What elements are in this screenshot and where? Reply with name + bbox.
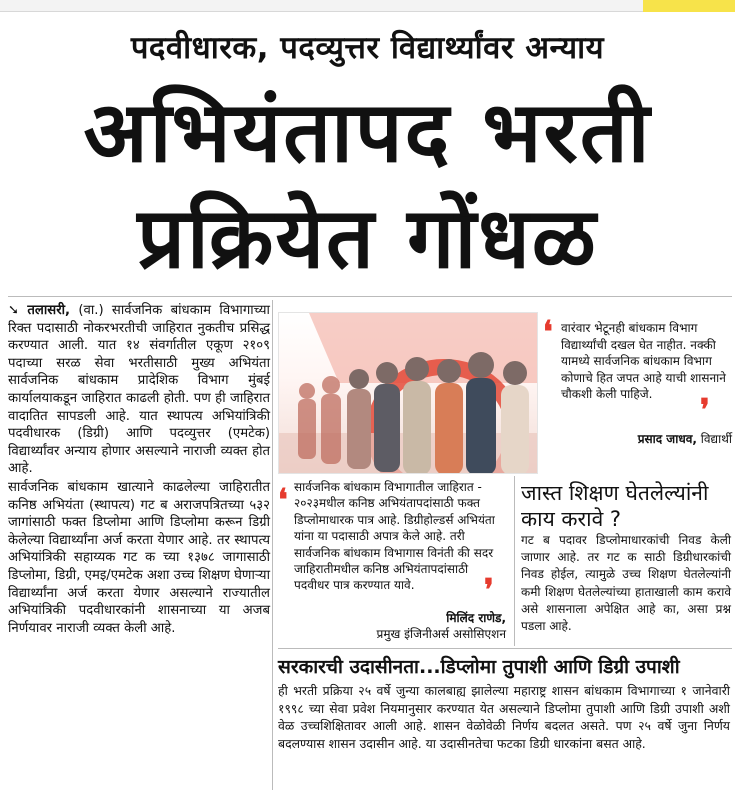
quote-association-name: मिलिंद राणेड, (446, 611, 506, 625)
headline-line-2: प्रक्रियेत गोंधळ (137, 189, 598, 287)
quote-student-name: प्रसाद जाधव, (637, 432, 697, 446)
quote-student (543, 315, 727, 403)
close-quote-icon: ❜ (700, 393, 710, 428)
headline-divider (8, 296, 732, 297)
lead-paragraph-1-text: (वा.) सार्वजनिक बांधकाम विभागाच्या रिक्त पदासाठी नोकरभरतीची जाहिरात नुकतीच प्रसिद्ध करण्यात आली. यात १४ संवर्गातील एकूण २१०९ पदाच्या सरळ सेवा भरतीसाठी मुख्य अभियंता सार्वजनिक बांधकाम प्रादेशिक विभाग मुंबई कार्यालयाकडून जाहिरात काढली होती. पण ही जाहिरात वादातित सापडली आहे. यात स्थापत्य अभियांत्रिकी पदवीधारक (डिग्री) आणि पदव्युत्तर (एमटेक) विद्यार्थ्यांवर अन्याय होणार असल्याने नाराजी व्यक्त होत आहे. (8, 303, 270, 477)
top-strip-accent (643, 0, 735, 12)
dateline: तलासरी, (27, 303, 71, 318)
lead-article (8, 302, 270, 637)
quote-association-text: सार्वजनिक बांधकाम विभागातील जाहिरात - २०२३मधील कनिष्ठ अभियंतापदांसाठी फक्त डिप्लोमाधारक पात्र आहे. डिग्रीहोल्डर्स अभियंता यांना या पदासाठी अपात्र केले आहे. तरी सार्वजनिक बांधकाम विभागास विनंती की सदर जाहिरातीमधील कनिष्ठ अभियंतापदांसाठी पदवीधर पात्र करण्यात यावे. (294, 480, 495, 593)
headline-line-1: अभियंतापद भरती (83, 83, 652, 181)
open-quote-icon-2: ❛ (278, 483, 288, 518)
section-text-government-apathy: ही भरती प्रक्रिया २५ वर्षे जुन्या कालबाह्य झालेल्या महाराष्ट्र शासन बांधकाम विभागाच्या १ जानेवारी १९९८ च्या सेवा प्रवेश नियमानुसार करण्यात येत असल्याने डिप्लोमा तुपाशी आणि डिग्री उपाशी अशी वेळ उच्चशिक्षितावर आली आहे. शासन वेळोवेळी निर्णय बदलत असते. पण २५ वर्षे जुना निर्णय बदलण्यास शासन उदासीन आहे. या उदासीनतेचा फटका डिग्री धारकांना बसत आहे. (278, 683, 730, 751)
inner-column-divider (514, 476, 515, 646)
kicker: पदवीधारक, पदव्युत्तर विद्यार्थ्यांवर अन्याय (130, 30, 605, 66)
quote-student-byline (576, 430, 732, 447)
quote-student-text: वारंवार भेटूनही बांधकाम विभाग विद्यार्थ्यांची दखल घेत नाहीत. नक्की यामध्ये सार्वजनिक बांधकाम विभाग कोणाचे हित जपत आहे याची शासनाने चौकशी केली पाहिजे. (561, 321, 726, 401)
section-divider (278, 648, 732, 649)
lead-paragraph-2: सार्वजनिक बांधकाम खात्याने काढलेल्या जाहिरातीत कनिष्ठ अभियंता (स्थापत्य) गट ब अराजपत्रितच्या ५३२ जागांसाठी फक्त डिप्लोमा आणि डिप्लोमा करून डिग्री केलेल्या विद्यार्थ्यांना अर्ज करता येणार आहे. तर स्थापत्य अभियांत्रिकी सहाय्यक गट क च्या १३७८ जागासाठी डिप्लोमा, डिग्री, एमइ/एमटेक अशा उच्च शिक्षण घेणाऱ्या विद्यार्थ्यांना अर्ज करता येणार असल्याने राज्यातील अभियांत्रिकी पदवीधारकांनी शासनाच्या या अजब निर्णयावर नाराजी व्यक्त केली आहे. (8, 479, 270, 636)
column-divider (272, 300, 273, 790)
top-strip (0, 0, 735, 12)
crowd-illustration (279, 313, 538, 474)
section-heading-higher-education: जास्त शिक्षण घेतलेल्यांनी काय करावे ? (521, 481, 709, 531)
open-quote-icon: ❛ (543, 315, 553, 350)
news-photo (278, 312, 538, 474)
section-text-higher-education: गट ब पदावर डिप्लोमाधारकांची निवड केली जाणार आहे. तर गट क साठी डिग्रीधारकांची निवड होईल, त्यामुळे उच्च शिक्षण घेतलेल्यांनी कमी शिक्षण घेतलेल्यांच्या हाताखाली काम करावे असे शासनाला अपेक्षित आहे का, असा प्रश्न पडला आहे. (521, 533, 731, 634)
quote-association-role: प्रमुख इंजिनीअर्स असोसिएशन (376, 627, 506, 641)
quote-student-role: विद्यार्थी (700, 432, 732, 446)
section-heading-government-apathy: सरकारची उदासीनता...डिप्लोमा तुपाशी आणि डिग्री उपाशी (278, 656, 680, 678)
close-quote-icon-2: ❜ (484, 573, 494, 608)
lead-paragraph-1 (8, 302, 270, 478)
lead-arrow-icon: ➘ (8, 303, 20, 318)
quote-association-byline (300, 610, 506, 642)
quote-association (278, 479, 506, 594)
